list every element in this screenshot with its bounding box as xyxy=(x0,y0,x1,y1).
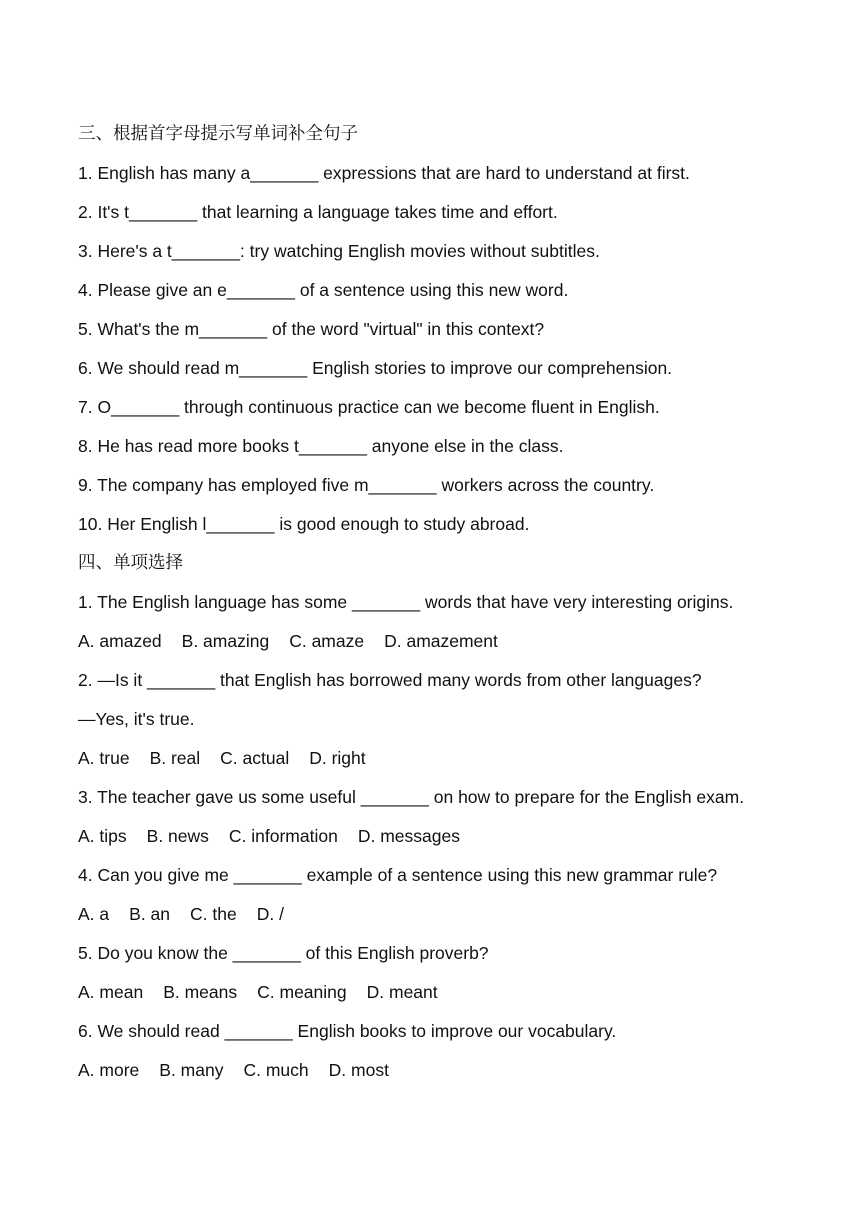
option-a: A. amazed xyxy=(78,631,162,651)
question-3-options xyxy=(78,817,818,856)
option-c: C. information xyxy=(228,826,338,846)
question-2-stem: 2. —Is it _______ that English has borrowed many words from other languages? xyxy=(78,670,702,690)
fill-in-item-6: 6. We should read m_______ English stories to improve our comprehension. xyxy=(78,358,673,378)
question-5-options xyxy=(78,973,818,1012)
option-d: D. meant xyxy=(366,982,438,1002)
option-b: B. amazing xyxy=(181,631,270,651)
question-3-stem: 3. The teacher gave us some useful _______ on how to prepare for the English exam. xyxy=(78,787,745,807)
option-a: A. true xyxy=(78,748,130,768)
option-c: C. meaning xyxy=(257,982,347,1002)
question-5-stem: 5. Do you know the _______ of this English proverb? xyxy=(78,943,489,963)
question-2-options xyxy=(78,739,818,778)
option-c: C. the xyxy=(190,904,237,924)
option-a: A. tips xyxy=(78,826,127,846)
fill-in-item-10: 10. Her English l_______ is good enough to study abroad. xyxy=(78,514,530,534)
fill-in-item-9: 9. The company has employed five m_______ workers across the country. xyxy=(78,475,655,495)
section-3-heading: 三、根据首字母提示写单词补全句子 xyxy=(78,124,358,144)
question-4-options xyxy=(78,895,818,934)
question-2-reply: —Yes, it's true. xyxy=(78,709,195,729)
fill-in-item-1: 1. English has many a_______ expressions that are hard to understand at first. xyxy=(78,163,690,183)
option-b: B. news xyxy=(146,826,209,846)
option-c: C. actual xyxy=(220,748,290,768)
option-d: D. right xyxy=(309,748,366,768)
option-d: D. messages xyxy=(357,826,460,846)
option-d: D. / xyxy=(256,904,284,924)
option-a: A. more xyxy=(78,1060,140,1080)
option-c: C. amaze xyxy=(289,631,365,651)
question-1-options xyxy=(78,622,818,661)
option-b: B. an xyxy=(129,904,171,924)
option-b: B. real xyxy=(149,748,201,768)
document-content xyxy=(78,115,818,1090)
question-6-options xyxy=(78,1051,818,1090)
option-d: D. amazement xyxy=(384,631,498,651)
option-d: D. most xyxy=(328,1060,389,1080)
option-b: B. many xyxy=(159,1060,224,1080)
fill-in-item-8: 8. He has read more books t_______ anyone else in the class. xyxy=(78,436,564,456)
option-b: B. means xyxy=(163,982,238,1002)
question-1-stem: 1. The English language has some _______ words that have very interesting origins. xyxy=(78,592,734,612)
fill-in-item-7: 7. O_______ through continuous practice can we become fluent in English. xyxy=(78,397,660,417)
fill-in-item-4: 4. Please give an e_______ of a sentence using this new word. xyxy=(78,280,569,300)
fill-in-item-3: 3. Here's a t_______: try watching English movies without subtitles. xyxy=(78,241,600,261)
option-a: A. a xyxy=(78,904,110,924)
option-c: C. much xyxy=(243,1060,309,1080)
fill-in-item-5: 5. What's the m_______ of the word "virtual" in this context? xyxy=(78,319,545,339)
question-4-stem: 4. Can you give me _______ example of a sentence using this new grammar rule? xyxy=(78,865,718,885)
section-4-heading: 四、单项选择 xyxy=(78,553,183,573)
option-a: A. mean xyxy=(78,982,144,1002)
fill-in-item-2: 2. It's t_______ that learning a language takes time and effort. xyxy=(78,202,558,222)
question-6-stem: 6. We should read _______ English books to improve our vocabulary. xyxy=(78,1021,617,1041)
